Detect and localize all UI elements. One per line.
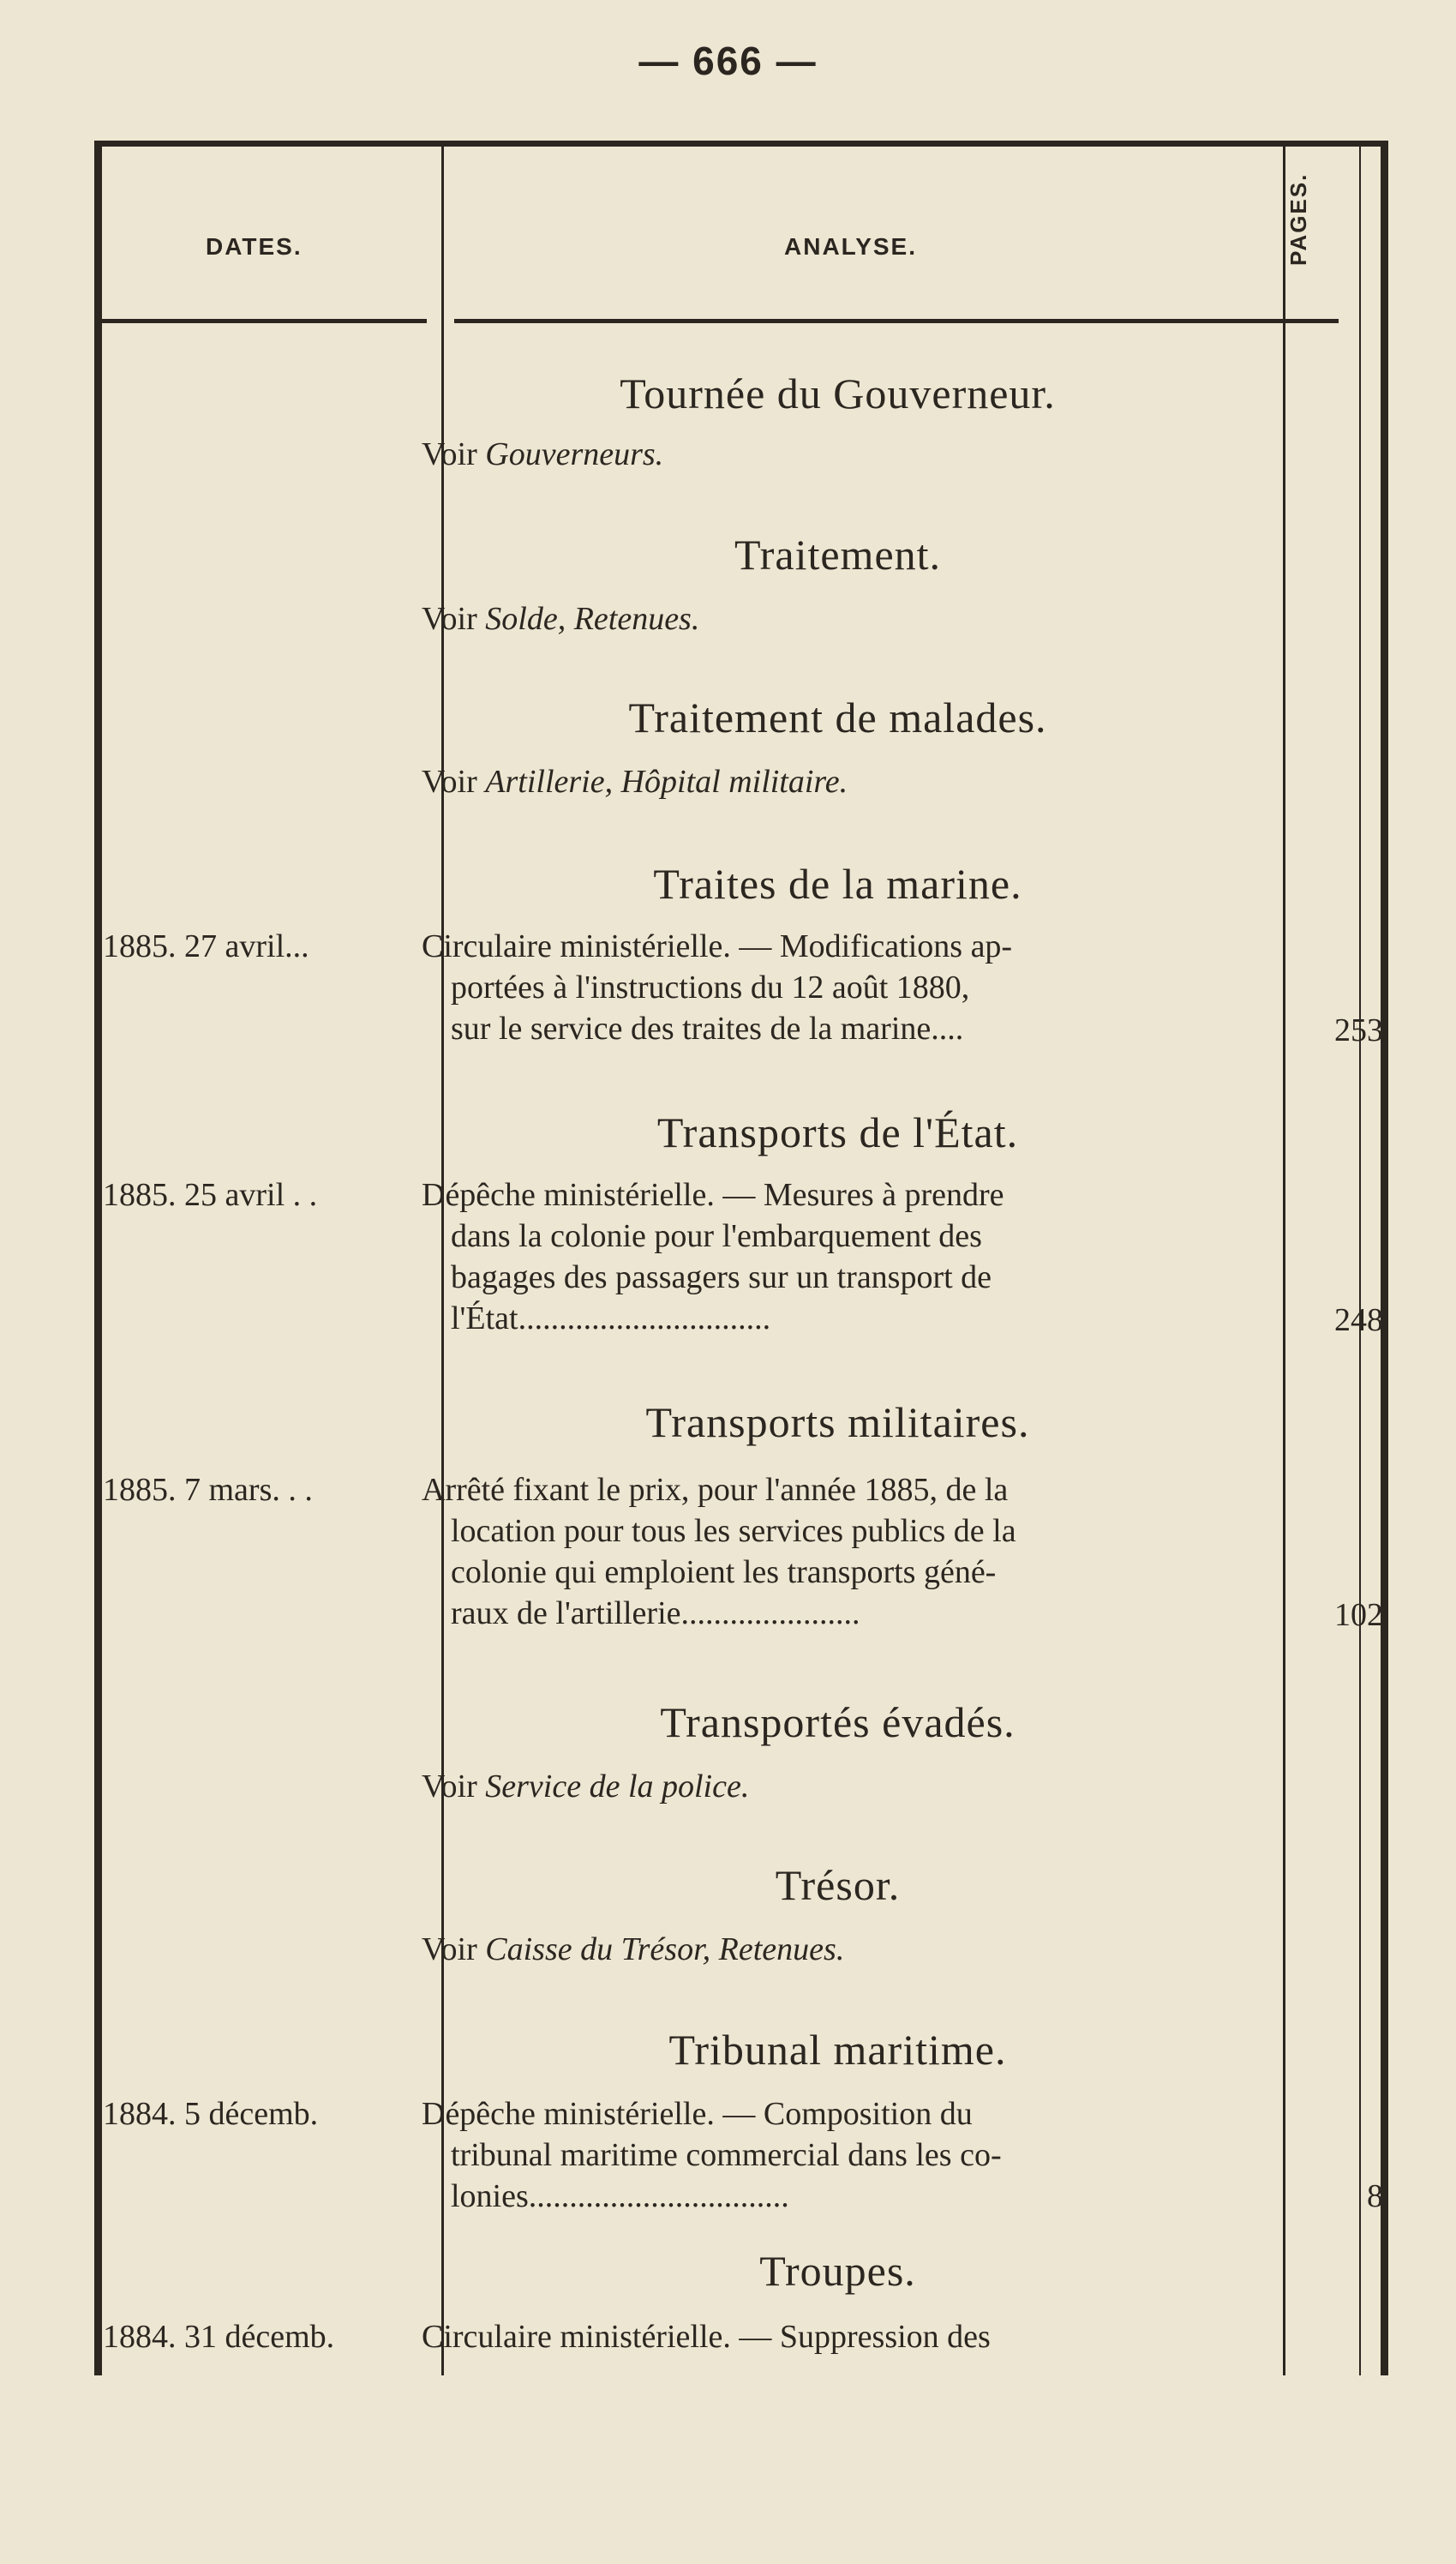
section-heading: Transports de l'État.: [656, 1108, 1019, 1156]
page-reference: 8: [1367, 2178, 1383, 2214]
entry-line: sur le service des traites de la marine....: [451, 1011, 964, 1047]
entry-date: 1885. 25 avril . .: [103, 1177, 318, 1213]
section-heading: Tournée du Gouverneur.: [620, 369, 1056, 417]
section-heading: Traitement de malades.: [628, 694, 1047, 742]
page-number: — 666 —: [638, 39, 818, 83]
header-rule-analyse: [454, 319, 1290, 323]
header-rule-dates: [101, 319, 427, 323]
voir-reference: Solde, Retenues.: [485, 601, 700, 637]
entry-line: Arrêté fixant le prix, pour l'année 1885, de la: [422, 1472, 1009, 1508]
entry-date: 1885. 27 avril...: [103, 928, 309, 964]
voir-reference: Gouverneurs.: [485, 436, 664, 472]
column-header-dates: DATES.: [206, 233, 303, 260]
entry-text: [422, 1174, 1253, 1339]
entry-line: location pour tous les services publics de la: [451, 1513, 1016, 1549]
cross-reference: [422, 600, 699, 638]
cross-reference: [422, 1931, 844, 1968]
voir-reference: Artillerie, Hôpital militaire.: [485, 764, 848, 800]
entry-date: 1885. 7 mars. . .: [103, 1472, 313, 1508]
voir-reference: Caisse du Trésor, Retenues.: [485, 1931, 845, 1967]
section-heading: Trésor.: [775, 1861, 901, 1909]
cross-reference: [422, 435, 663, 473]
entry-line: lonies................................: [451, 2178, 789, 2214]
voir-prefix: Voir: [422, 1931, 477, 1967]
section-heading: Traitement.: [734, 531, 942, 579]
entry-line: Circulaire ministérielle. — Modifications ap-: [422, 928, 1013, 964]
entry-line: Dépêche ministérielle. — Composition du: [422, 2096, 973, 2132]
entry-text: [422, 926, 1253, 1049]
entry-line: tribunal maritime commercial dans les co-: [451, 2137, 1002, 2173]
voir-prefix: Voir: [422, 764, 477, 800]
entry-text: [422, 1469, 1253, 1634]
section-heading: Transports militaires.: [645, 1398, 1030, 1446]
section-heading: Tribunal maritime.: [668, 2026, 1007, 2074]
cross-reference: [422, 763, 848, 801]
voir-prefix: Voir: [422, 601, 477, 637]
entry-date: 1884. 31 décemb.: [103, 2319, 335, 2355]
entry-line: Circulaire ministérielle. — Suppression des: [422, 2319, 991, 2355]
page-reference: 253: [1334, 1012, 1383, 1048]
voir-reference: Service de la police.: [485, 1768, 750, 1804]
page-reference: 102: [1334, 1597, 1383, 1633]
section-heading: Troupes.: [759, 2247, 916, 2295]
voir-prefix: Voir: [422, 1768, 477, 1804]
entry-text: [422, 2093, 1253, 2217]
cross-reference: [422, 1768, 749, 1805]
section-heading: Traites de la marine.: [653, 860, 1022, 908]
entry-text: [422, 2316, 1253, 2357]
entry-line: raux de l'artillerie......................: [451, 1595, 860, 1631]
column-header-analyse: ANALYSE.: [784, 233, 918, 260]
section-heading: Transportés évadés.: [660, 1698, 1016, 1746]
entry-date: 1884. 5 décemb.: [103, 2096, 319, 2132]
column-header-pages: PAGES.: [1285, 172, 1311, 266]
page-reference: 248: [1334, 1302, 1383, 1338]
entry-line: dans la colonie pour l'embarquement des: [451, 1218, 982, 1254]
entry-line: Dépêche ministérielle. — Mesures à prendre: [422, 1177, 1004, 1213]
entry-line: portées à l'instructions du 12 août 1880,: [451, 970, 970, 1006]
entry-line: bagages des passagers sur un transport de: [451, 1259, 992, 1295]
entry-line: colonie qui emploient les transports géné-: [451, 1554, 997, 1590]
header-rule-pages: [1285, 319, 1339, 323]
column-divider-pages: [1359, 147, 1361, 2375]
voir-prefix: Voir: [422, 436, 477, 472]
entry-line: l'État...............................: [451, 1300, 771, 1336]
column-divider-analyse: [1283, 147, 1285, 2375]
